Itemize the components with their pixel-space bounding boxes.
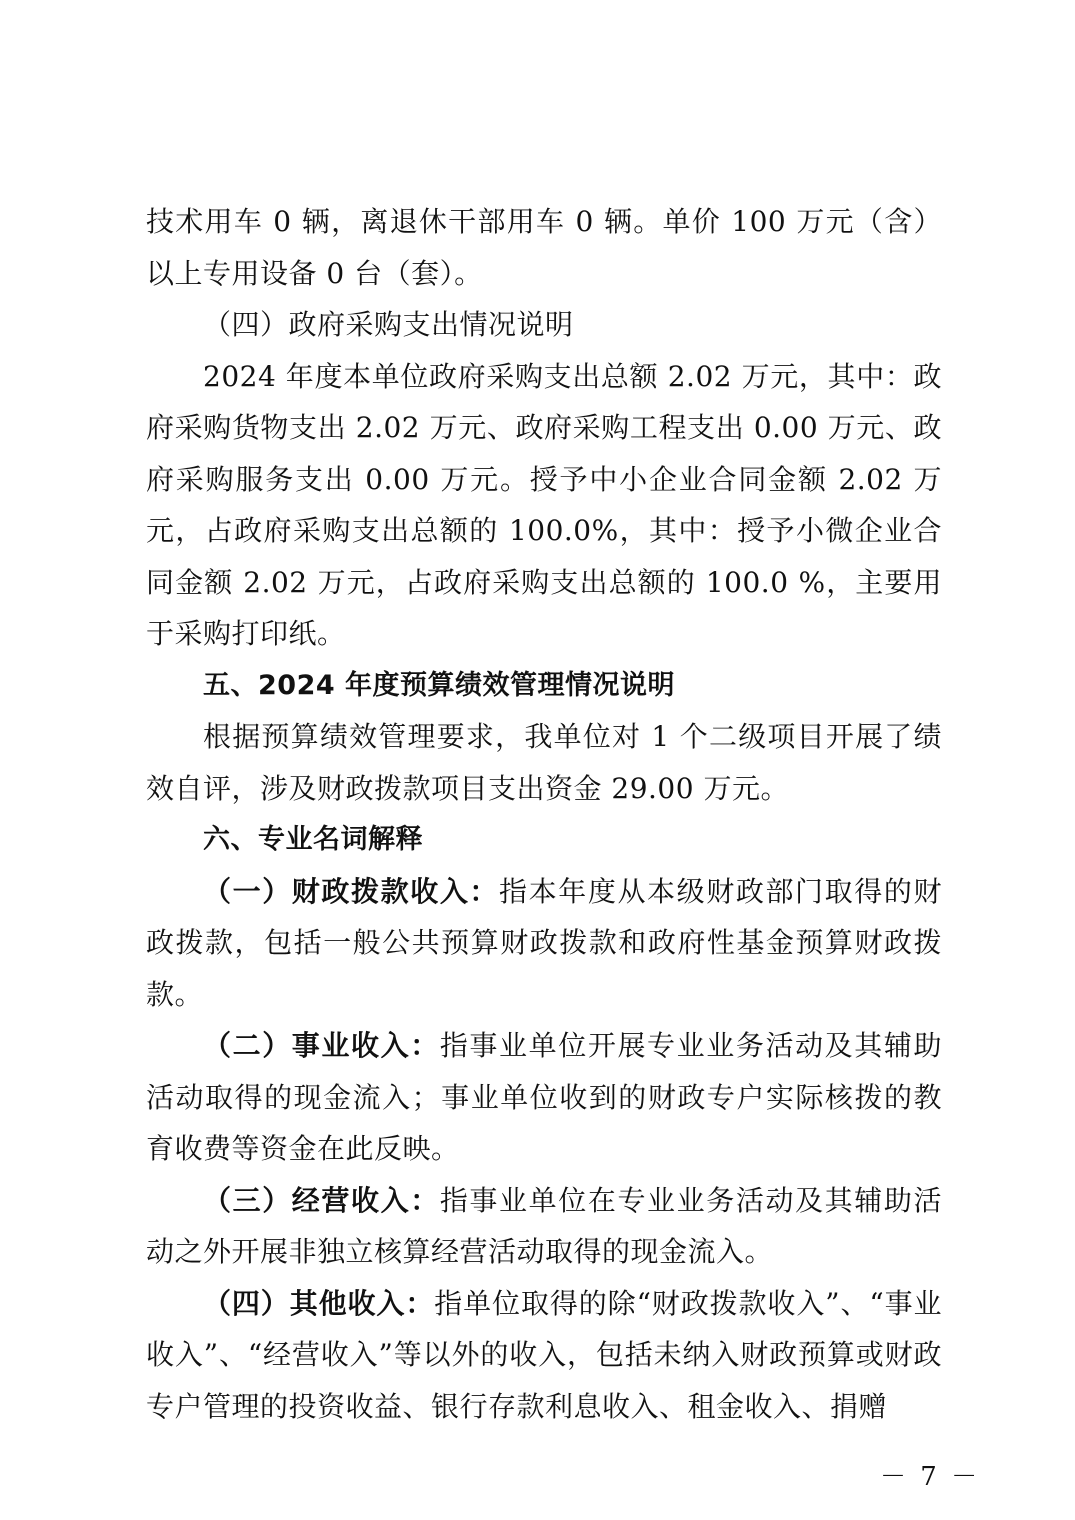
paragraph-procurement: 2024 年度本单位政府采购支出总额 2.02 万元，其中：政府采购货物支出 2.02 万元、政府采购工程支出 0.00 万元、政府采购服务支出 0.00 万元。授予中小企业合同金额 2.02 万元，占政府采购支出总额的 100.0%，其中：授予小微企业合同金额 2.02 万元，占政府采购支出总额的 100.0 %，主要用于采购打印纸。 <box>146 359 942 650</box>
term-label: （一）财政拨款收入： <box>203 874 500 908</box>
term-label: （四）其他收入： <box>203 1286 435 1320</box>
term-definition: 指事业单位在专业业务活动及其辅助活动之外开展非独立核算经营活动取得的现金流入。 <box>146 1183 942 1268</box>
term-label: （三）经营收入： <box>203 1183 440 1217</box>
definition-fiscal-appropriation <box>146 866 942 1021</box>
subheading-procurement: （四）政府采购支出情况说明 <box>203 308 574 341</box>
heading-section-6: 六、专业名词解释 <box>203 824 423 855</box>
term-label: （二）事业收入： <box>203 1029 440 1062</box>
paragraph-performance: 根据预算绩效管理要求，我单位对 1 个二级项目开展了绩效自评，涉及财政拨款项目支出资金 29.00 万元。 <box>146 720 942 805</box>
page-number: － 7 － <box>880 1462 981 1492</box>
body-text <box>146 196 942 1432</box>
term-definition: 指单位取得的除“财政拨款收入”、“事业收入”、“经营收入”等以外的收入，包括未纳入财政预算或财政专户管理的投资收益、银行存款利息收入、租金收入、捐赠 <box>146 1286 942 1423</box>
term-definition: 指事业单位开展专业业务活动及其辅助活动取得的现金流入；事业单位收到的财政专户实际核拨的教育收费等资金在此反映。 <box>146 1029 942 1165</box>
definition-other-income <box>146 1278 942 1433</box>
paragraph-vehicles-equipment: 技术用车 0 辆，离退休干部用车 0 辆。单价 100 万元（含）以上专用设备 0 台（套）。 <box>146 205 942 290</box>
term-definition: 指本年度从本级财政部门取得的财政拨款，包括一般公共预算财政拨款和政府性基金预算财政拨款。 <box>146 874 942 1011</box>
definition-operating-income <box>146 1175 942 1278</box>
definition-business-income <box>146 1020 942 1175</box>
heading-section-5: 五、2024 年度预算绩效管理情况说明 <box>203 669 676 701</box>
